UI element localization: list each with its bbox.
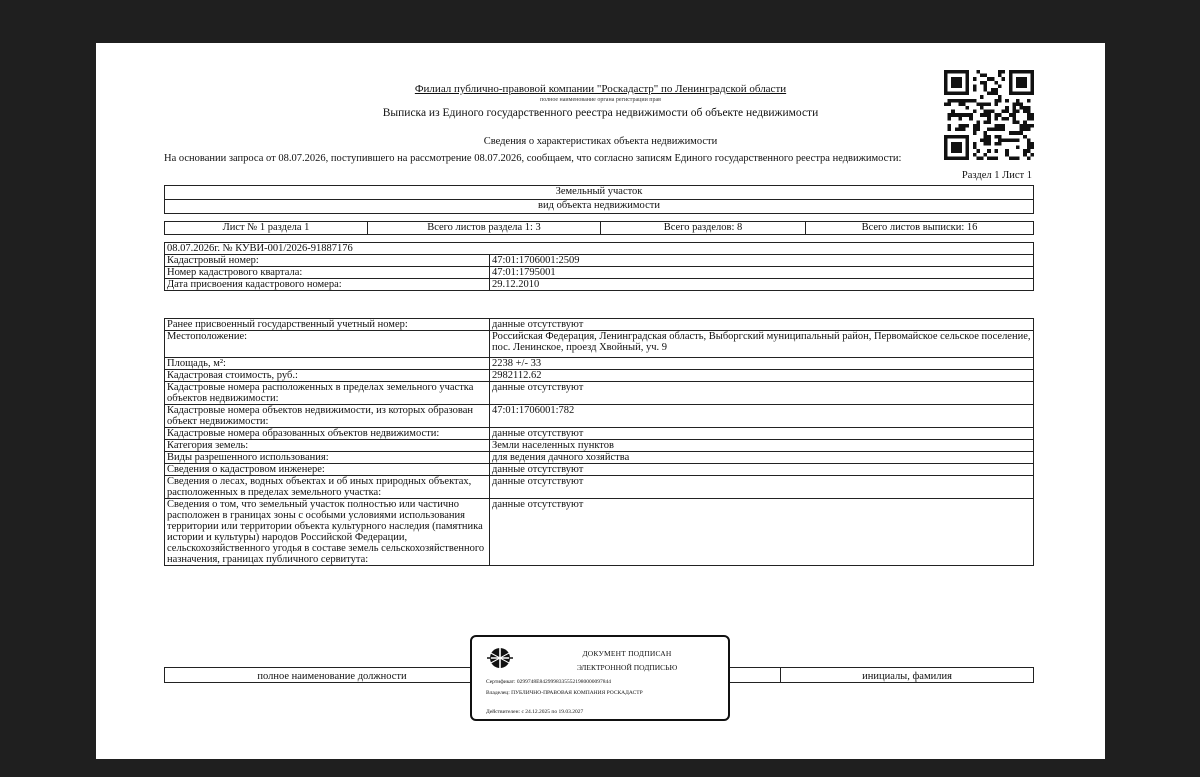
table-row (165, 499, 1034, 566)
row-label: Кадастровые номера объектов недвижимости, из которых образован объект недвижимости: (165, 405, 490, 428)
sheet-info-table (164, 221, 1034, 235)
row-value: для ведения дачного хозяйства (490, 452, 1034, 464)
sections-total: Всего разделов: 8 (601, 222, 806, 235)
row-value: 47:01:1706001:782 (490, 405, 1034, 428)
row-label: Номер кадастрового квартала: (165, 267, 490, 279)
table-row (165, 452, 1034, 464)
table-row (165, 279, 1034, 291)
object-type-caption: вид объекта недвижимости (165, 200, 1034, 214)
row-value: данные отсутствуют (490, 428, 1034, 440)
assignment-date: 29.12.2010 (490, 279, 1034, 291)
table-row (165, 405, 1034, 428)
sheets-in-section: Всего листов раздела 1: 3 (368, 222, 601, 235)
row-value: данные отсутствуют (490, 476, 1034, 499)
org-subtitle: полное наименование органа регистрации прав (539, 97, 662, 103)
object-type: Земельный участок (165, 186, 1034, 200)
row-label: Кадастровые номера расположенных в пределах земельного участка объектов недвижимости: (165, 382, 490, 405)
table-row (165, 440, 1034, 452)
row-label: Сведения о кадастровом инженере: (165, 464, 490, 476)
stamp-line-2: ЭЛЕКТРОННОЙ ПОДПИСЬЮ (576, 663, 678, 672)
object-type-table (164, 185, 1034, 214)
electronic-signature-stamp (470, 635, 730, 721)
table-row (165, 358, 1034, 370)
qr-code-icon (944, 70, 1034, 160)
row-label: Сведения о лесах, водных объектах и об иных природных объектах, расположенных в пределах земельного участка: (165, 476, 490, 499)
table-row (165, 370, 1034, 382)
stamp-certificate: Сертификат: 0299748E84299983355521980000097844 (486, 679, 612, 685)
row-label: Кадастровые номера образованных объектов недвижимости: (165, 428, 490, 440)
row-label: Площадь, м²: (165, 358, 490, 370)
row-label: Дата присвоения кадастрового номера: (165, 279, 490, 291)
row-value: данные отсутствуют (490, 499, 1034, 566)
identifiers-table (164, 242, 1034, 291)
table-row (165, 428, 1034, 440)
table-row (165, 255, 1034, 267)
row-value: Российская Федерация, Ленинградская область, Выборгский муниципальный район, Первомайское сельское поселение, пос. Ленинское, проезд Хвойный, уч. 9 (490, 331, 1034, 358)
stamp-owner: Владелец: ПУБЛИЧНО-ПРАВОВАЯ КОМПАНИЯ РОСКАДАСТР (486, 690, 643, 696)
extract-sheets-total: Всего листов выписки: 16 (806, 222, 1034, 235)
row-value: 2238 +/- 33 (490, 358, 1034, 370)
document-title: Выписка из Единого государственного реестра недвижимости об объекте недвижимости (382, 107, 819, 119)
extract-number: 08.07.2026г. № КУВИ-001/2026-91887176 (165, 243, 1034, 255)
table-row (165, 331, 1034, 358)
name-caption: инициалы, фамилия (781, 668, 1034, 683)
table-row (165, 382, 1034, 405)
stamp-validity: Действителен: с 24.12.2025 по 19.03.2027 (486, 709, 584, 715)
row-value: Земли населенных пунктов (490, 440, 1034, 452)
document-page (96, 43, 1105, 759)
table-row (165, 476, 1034, 499)
row-label: Виды разрешенного использования: (165, 452, 490, 464)
row-label: Местоположение: (165, 331, 490, 358)
row-label: Категория земель: (165, 440, 490, 452)
characteristics-table (164, 318, 1034, 566)
org-title: Филиал публично-правовой компании "Роскадастр" по Ленинградской области (414, 83, 787, 95)
quarter-number: 47:01:1795001 (490, 267, 1034, 279)
row-label: Сведения о том, что земельный участок полностью или частично расположен в границах зоны с особыми условиями использования территории или территории объекта культурного наследия (памятника истории и культуры) народов Российской Федерации, сельскохозяйственного угодья в составе земель сельскохозяйственного назначения, границах публичного сервитута: (165, 499, 490, 566)
cadastral-number: 47:01:1706001:2509 (490, 255, 1034, 267)
row-value: 2982112.62 (490, 370, 1034, 382)
stamp-line-1: ДОКУМЕНТ ПОДПИСАН (582, 649, 672, 658)
table-row (165, 319, 1034, 331)
table-row (165, 464, 1034, 476)
row-label: Ранее присвоенный государственный учетный номер: (165, 319, 490, 331)
position-caption: полное наименование должности (165, 668, 500, 683)
section-sheet-label: Раздел 1 Лист 1 (961, 170, 1032, 181)
row-label: Кадастровая стоимость, руб.: (165, 370, 490, 382)
intro-text: На основании запроса от 08.07.2026, поступившего на рассмотрение 08.07.2026, сообщаем, что согласно записям Единого государственного реестра недвижимости: (164, 153, 902, 164)
row-label: Кадастровый номер: (165, 255, 490, 267)
sheet-number: Лист № 1 раздела 1 (165, 222, 368, 235)
row-value: данные отсутствуют (490, 319, 1034, 331)
section-title: Сведения о характеристиках объекта недвижимости (483, 136, 718, 147)
row-value: данные отсутствуют (490, 464, 1034, 476)
rosreestr-logo-icon (486, 644, 514, 672)
table-row (165, 267, 1034, 279)
row-value: данные отсутствуют (490, 382, 1034, 405)
